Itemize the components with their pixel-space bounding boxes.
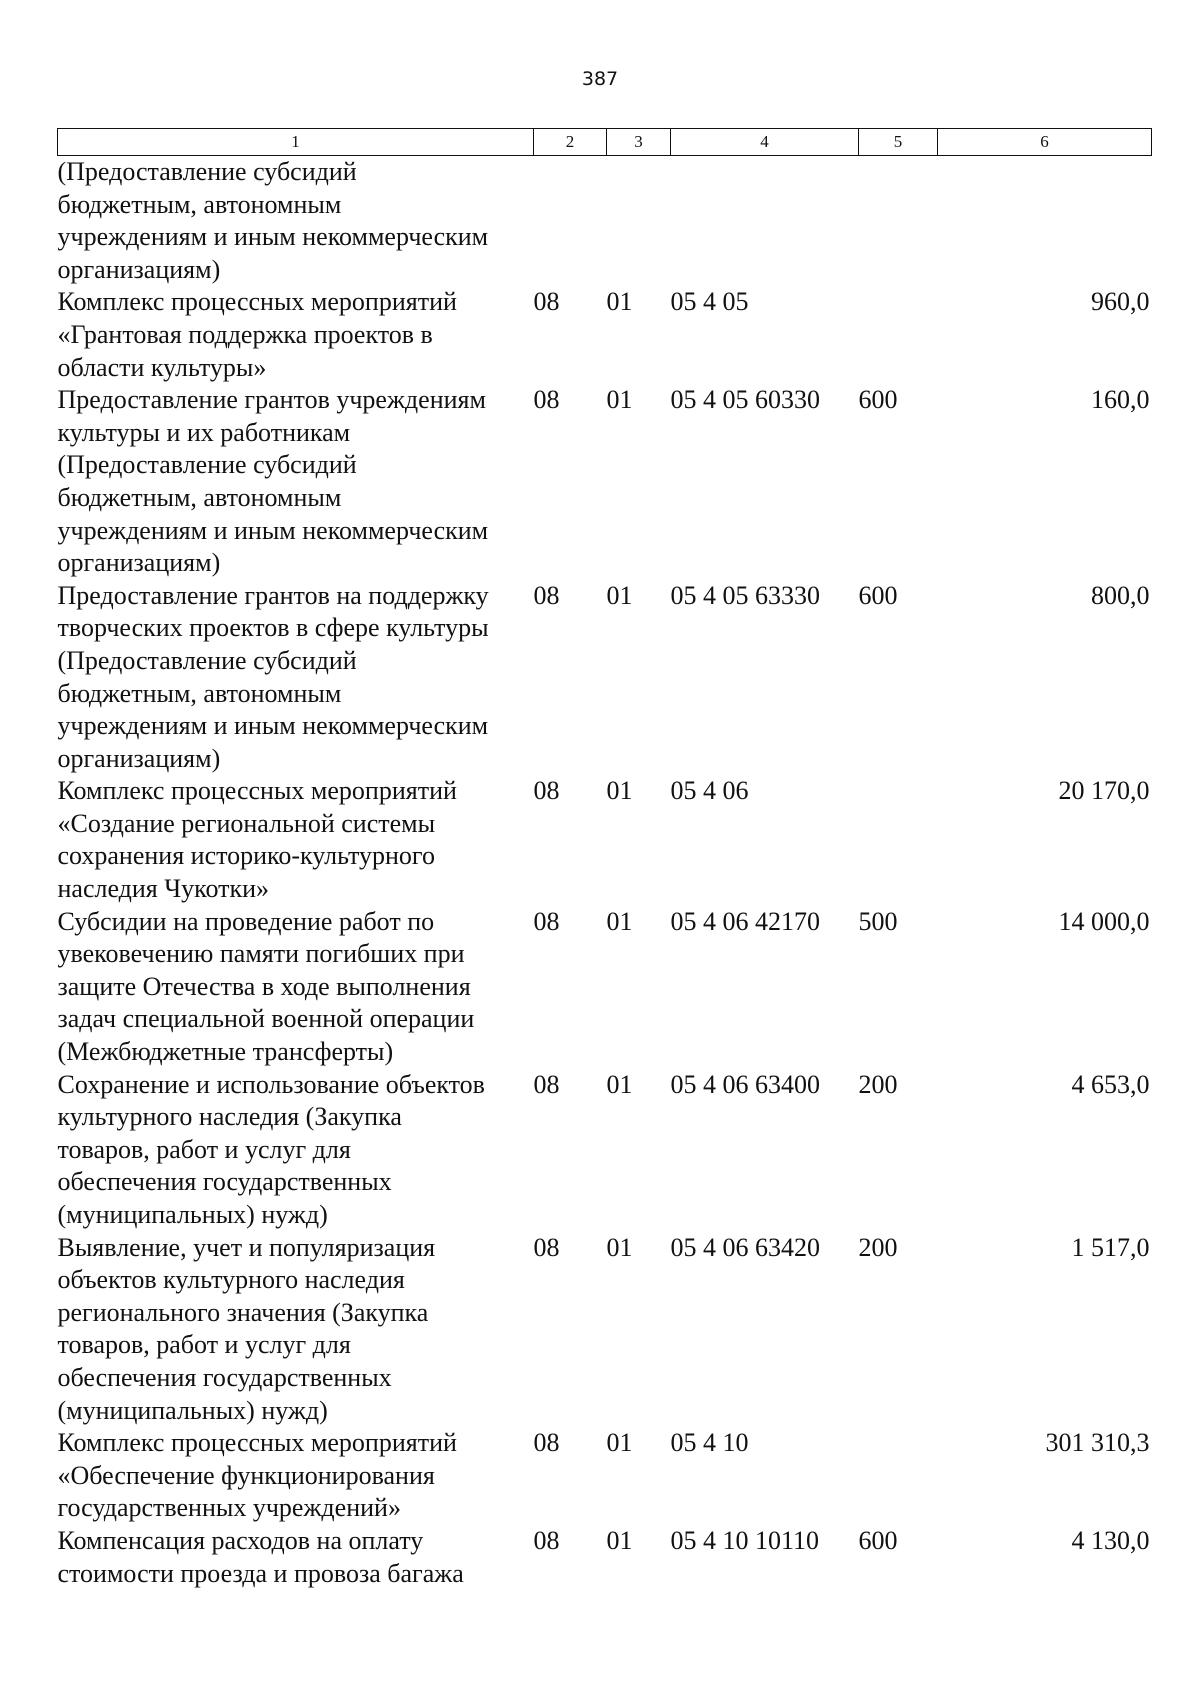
table-row — [58, 384, 1152, 580]
row-target-code: 05 4 05 63330 — [670, 580, 820, 610]
row-amount: 800,0 — [1091, 580, 1150, 610]
table-row — [58, 286, 1152, 384]
row-expense-type: 200 — [858, 1069, 898, 1099]
table-row — [58, 1069, 1152, 1232]
row-expense-type: 600 — [858, 1525, 898, 1555]
row-amount: 20 170,0 — [1058, 776, 1150, 806]
row-section: 08 — [533, 287, 560, 317]
row-amount: 4 130,0 — [1071, 1525, 1150, 1555]
column-header-1: 1 — [58, 129, 534, 156]
row-name: Выявление, учет и популяризация объектов культурного наследия регионального значения (Закупка товаров, работ и услуг для обеспечения государственных (муниципальных) нужд) — [57, 1232, 436, 1425]
row-target-code: 05 4 06 42170 — [670, 906, 820, 936]
row-target-code: 05 4 05 — [670, 287, 749, 317]
table-row — [58, 1525, 1152, 1590]
row-amount: 301 310,3 — [1045, 1428, 1150, 1458]
row-amount: 14 000,0 — [1058, 906, 1150, 936]
table-row — [58, 906, 1152, 1069]
budget-table — [57, 128, 1152, 1590]
row-name: Предоставление грантов учреждениям культуры и их работникам (Предоставление субсидий бюджетным, автономным учреждениям и иным некоммерческим организациям) — [57, 385, 489, 578]
row-expense-type — [859, 156, 938, 287]
row-expense-type: 600 — [858, 580, 898, 610]
row-subsection: 01 — [606, 1428, 633, 1458]
row-name: (Предоставление субсидий бюджетным, автономным учреждениям и иным некоммерческим организациям) — [57, 157, 489, 284]
row-subsection — [607, 156, 671, 287]
row-target-code — [671, 156, 859, 287]
row-section: 08 — [533, 1069, 560, 1099]
column-header-4: 4 — [671, 129, 859, 156]
row-subsection: 01 — [606, 385, 633, 415]
table-body — [58, 156, 1152, 1591]
row-name: Комплекс процессных мероприятий «Создание региональной системы сохранения историко-культурного наследия Чукотки» — [57, 776, 457, 904]
row-section: 08 — [533, 776, 560, 806]
row-expense-type — [859, 775, 938, 905]
row-target-code: 05 4 05 60330 — [670, 385, 820, 415]
header-row — [58, 129, 1152, 156]
row-subsection: 01 — [606, 1232, 633, 1262]
row-section: 08 — [533, 1525, 560, 1555]
row-target-code: 05 4 06 63420 — [670, 1232, 820, 1262]
row-section: 08 — [533, 385, 560, 415]
page-number: 387 — [581, 68, 619, 90]
row-subsection: 01 — [606, 287, 633, 317]
row-name: Комплекс процессных мероприятий «Обеспечение функционирования государственных учреждений» — [57, 1428, 457, 1523]
column-header-5: 5 — [859, 129, 938, 156]
row-amount: 160,0 — [1091, 385, 1150, 415]
row-subsection: 01 — [606, 776, 633, 806]
row-amount: 4 653,0 — [1071, 1069, 1150, 1099]
row-name: Сохранение и использование объектов культурного наследия (Закупка товаров, работ и услуг для обеспечения государственных (муниципальных) нужд) — [57, 1069, 485, 1229]
row-target-code: 05 4 10 — [670, 1428, 749, 1458]
row-section: 08 — [533, 1428, 560, 1458]
row-expense-type — [859, 1427, 938, 1525]
row-section: 08 — [533, 1232, 560, 1262]
row-section: 08 — [533, 906, 560, 936]
row-section: 08 — [533, 580, 560, 610]
row-amount: 1 517,0 — [1071, 1232, 1150, 1262]
row-amount: 960,0 — [1091, 287, 1150, 317]
column-header-6: 6 — [938, 129, 1152, 156]
row-subsection: 01 — [606, 1069, 633, 1099]
column-header-3: 3 — [607, 129, 671, 156]
row-subsection: 01 — [606, 1525, 633, 1555]
row-subsection: 01 — [606, 906, 633, 936]
row-expense-type — [859, 286, 938, 384]
table-header — [58, 129, 1152, 156]
row-name: Комплекс процессных мероприятий «Грантовая поддержка проектов в области культуры» — [57, 287, 457, 382]
table-row — [58, 1427, 1152, 1525]
row-expense-type: 600 — [858, 385, 898, 415]
row-expense-type: 200 — [858, 1232, 898, 1262]
row-target-code: 05 4 06 — [670, 776, 749, 806]
row-name: Компенсация расходов на оплату стоимости проезда и провоза багажа — [57, 1525, 464, 1588]
row-name: Субсидии на проведение работ по увековечению памяти погибших при защите Отечества в ходе выполнения задач специальной военной операции (Межбюджетные трансферты) — [57, 906, 475, 1067]
row-target-code: 05 4 06 63400 — [670, 1069, 820, 1099]
row-amount — [938, 156, 1152, 287]
column-header-2: 2 — [534, 129, 607, 156]
table-row — [58, 156, 1152, 287]
row-target-code: 05 4 10 10110 — [670, 1525, 820, 1555]
table-row — [58, 580, 1152, 776]
row-expense-type: 500 — [858, 906, 898, 936]
row-name: Предоставление грантов на поддержку творческих проектов в сфере культуры (Предоставление субсидий бюджетным, автономным учреждениям и иным некоммерческим организациям) — [57, 580, 489, 773]
table-row — [58, 775, 1152, 905]
row-section — [534, 156, 607, 287]
row-subsection: 01 — [606, 580, 633, 610]
table-row — [58, 1232, 1152, 1428]
